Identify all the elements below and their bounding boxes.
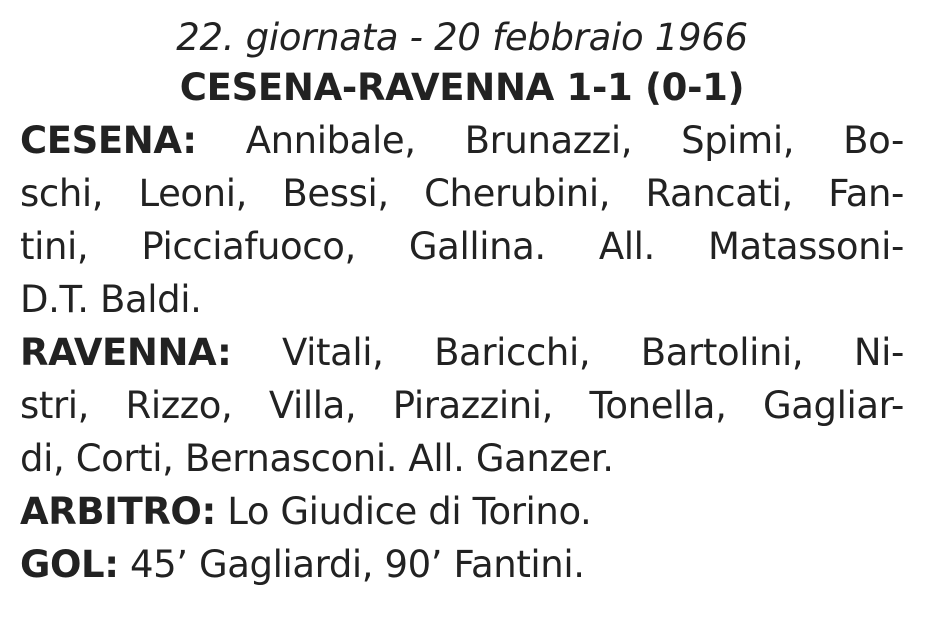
goals-label: GOL: <box>20 543 119 586</box>
ravenna-line-2: stri, Rizzo, Villa, Pirazzini, Tonella, Gagliar- <box>20 384 904 427</box>
cesena-players-line-1: Annibale, Brunazzi, Spimi, Bo- <box>245 119 904 162</box>
cesena-line-2: schi, Leoni, Bessi, Cherubini, Rancati, Fan- <box>20 172 904 215</box>
cesena-label: CESENA: <box>20 119 197 162</box>
cesena-line-3: tini, Picciafuoco, Gallina. All. Matassoni- <box>20 225 904 268</box>
ravenna-lineup <box>20 326 904 485</box>
referee-line <box>20 485 904 538</box>
round-date-subtitle: 22. giornata - 20 febbraio 1966 <box>176 16 748 59</box>
cesena-line-1 <box>20 114 904 167</box>
referee-label: ARBITRO: <box>20 490 216 533</box>
cesena-line-4: D.T. Baldi. <box>20 278 202 321</box>
match-report-card <box>20 14 904 591</box>
ravenna-line-1 <box>20 326 904 379</box>
ravenna-label: RAVENNA: <box>20 331 232 374</box>
match-result-headline: CESENA-RAVENNA 1-1 (0-1) <box>179 66 745 109</box>
goals-value: 45’ Gagliardi, 90’ Fantini. <box>129 543 585 586</box>
cesena-lineup <box>20 114 904 326</box>
referee-value: Lo Giudice di Torino. <box>227 490 592 533</box>
ravenna-players-line-1: Vitali, Baricchi, Bartolini, Ni- <box>281 331 904 374</box>
goals-line <box>20 538 904 591</box>
ravenna-line-3: di, Corti, Bernasconi. All. Ganzer. <box>20 437 614 480</box>
